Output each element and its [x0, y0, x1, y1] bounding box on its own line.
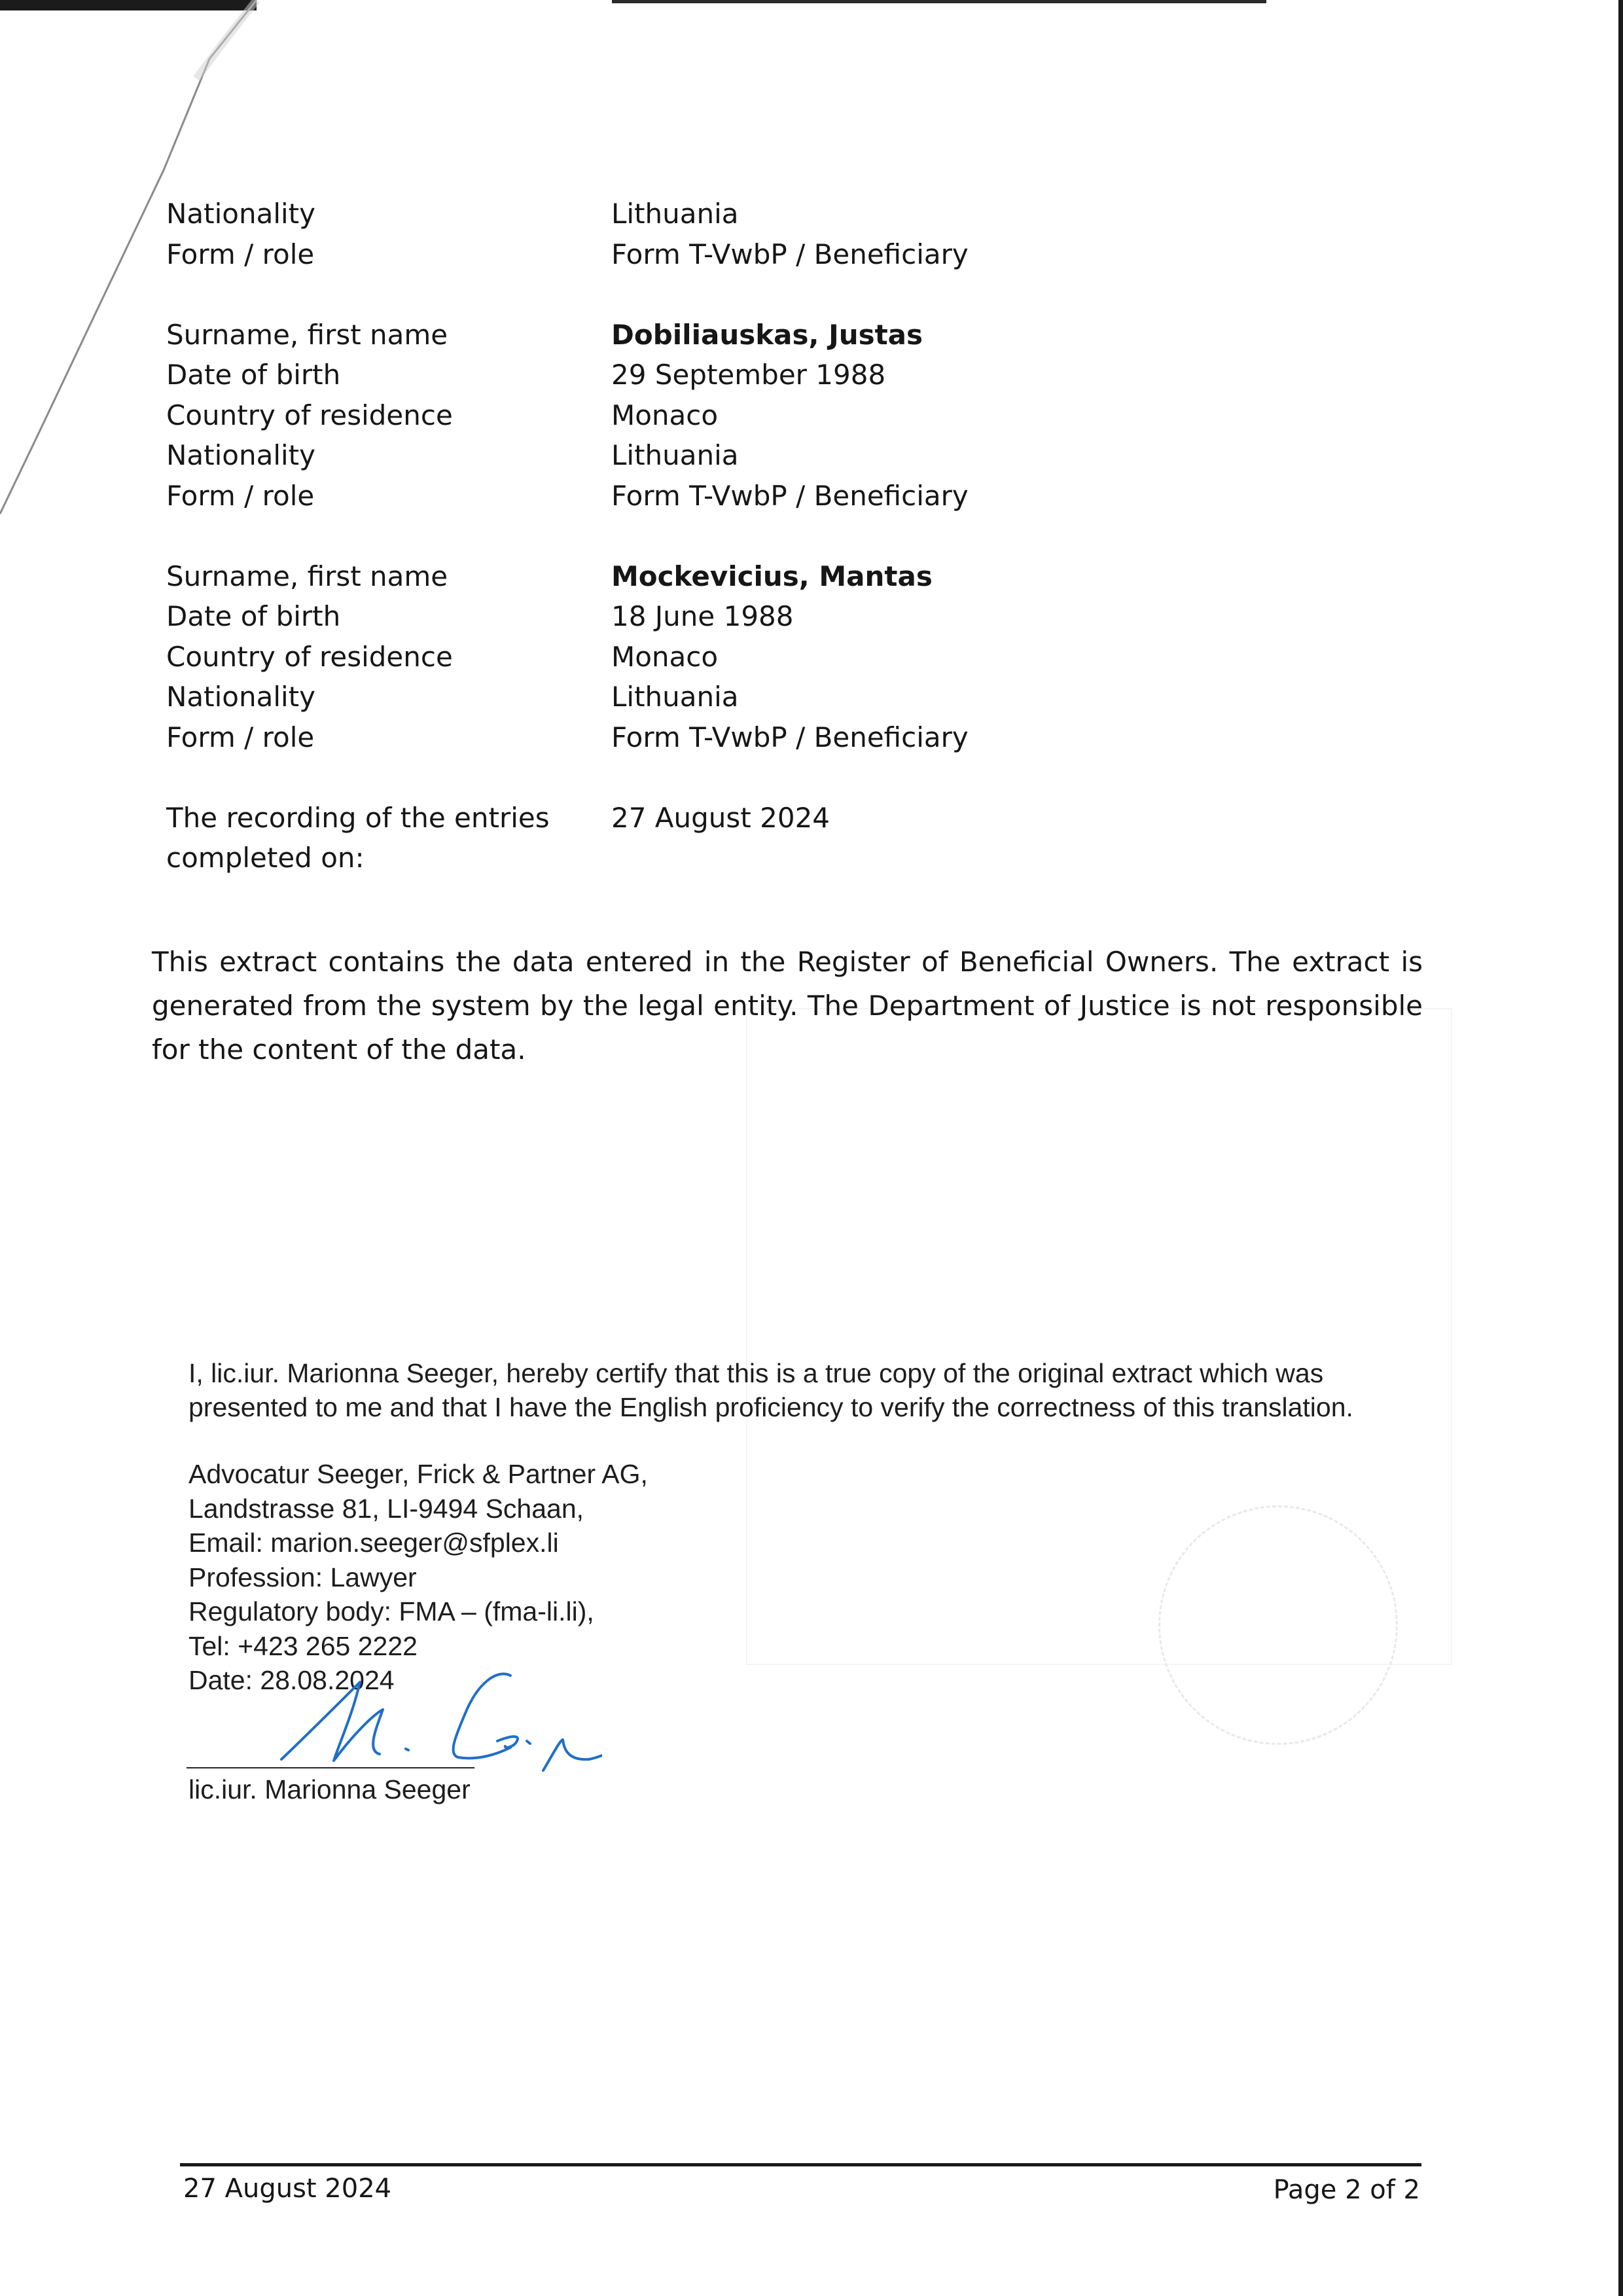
field-value: Monaco: [611, 640, 719, 673]
record-row: [166, 717, 1017, 758]
record-row: [166, 355, 1017, 395]
address-line: Advocatur Seeger, Frick & Partner AG,: [188, 1459, 648, 1489]
field-label: Country of residence: [166, 399, 453, 431]
record-row: [166, 395, 1017, 436]
record-row: [166, 637, 1017, 677]
record-row: [166, 435, 1017, 476]
page-number: Page 2 of 2: [1273, 2175, 1420, 2205]
scan-edge-right: [1618, 0, 1623, 2296]
recording-date: 27 August 2024: [611, 801, 830, 834]
field-value: 18 June 1988: [611, 600, 794, 632]
field-label: Form / role: [166, 238, 315, 270]
record-row: [166, 234, 1017, 275]
record-row: [166, 556, 1017, 597]
address-line: Landstrasse 81, LI-9494 Schaan,: [188, 1493, 584, 1524]
field-value: Lithuania: [611, 198, 739, 230]
field-label: Date of birth: [166, 359, 341, 391]
field-label: Surname, first name: [166, 318, 448, 351]
recording-row: [166, 798, 1017, 878]
field-value: Lithuania: [611, 439, 739, 471]
profession-line: Profession: Lawyer: [188, 1562, 417, 1592]
field-label: Nationality: [166, 198, 316, 230]
record-row: [166, 596, 1017, 637]
field-value: Monaco: [611, 399, 719, 431]
record-row: [166, 194, 1017, 234]
field-label: Surname, first name: [166, 560, 448, 592]
recording-label: [166, 798, 611, 878]
recording-label-line1: The recording of the entries: [166, 801, 550, 834]
field-value: Form T-VwbP / Beneficiary: [611, 479, 969, 512]
field-label: Nationality: [166, 681, 316, 713]
record-row: [166, 476, 1017, 516]
certification-statement: I, lic.iur. Marionna Seeger, hereby certify that this is a true copy of the original extract which was presented to me and that I have the English proficiency to verify the correctness of this translation.: [188, 1358, 1353, 1422]
field-label: Nationality: [166, 439, 316, 471]
field-value: Form T-VwbP / Beneficiary: [611, 238, 969, 270]
record-row: [166, 677, 1017, 717]
field-label: Form / role: [166, 721, 315, 753]
email-line: Email: marion.seeger@sfplex.li: [188, 1528, 559, 1558]
person-name: Dobiliauskas, Justas: [611, 318, 923, 351]
field-value: Lithuania: [611, 681, 739, 713]
field-label: Form / role: [166, 479, 315, 512]
faded-seal: [1158, 1505, 1398, 1745]
field-value: Form T-VwbP / Beneficiary: [611, 721, 969, 753]
signature-line: [187, 1767, 474, 1768]
field-label: Date of birth: [166, 600, 341, 632]
scan-edge-top-line: [612, 0, 1266, 3]
beneficiary-table: [166, 194, 1017, 878]
signatory-name: lic.iur. Marionna Seeger: [188, 1774, 471, 1804]
regulatory-line: Regulatory body: FMA – (fma-li.li),: [188, 1596, 594, 1626]
record-row: [166, 315, 1017, 355]
footer-divider: [180, 2163, 1421, 2166]
disclaimer-paragraph: This extract contains the data entered in the Register of Beneficial Owners. The extract is generated from the system by the legal entity. The Department of Justice is not responsible for the content of the data.: [152, 946, 1423, 1066]
person-name: Mockevicius, Mantas: [611, 560, 933, 592]
recording-label-line2: completed on:: [166, 842, 365, 874]
phone-line: Tel: +423 265 2222: [188, 1630, 418, 1661]
footer-date: 27 August 2024: [183, 2174, 392, 2204]
date-line: Date: 28.08.2024: [188, 1665, 395, 1695]
field-label: Country of residence: [166, 640, 453, 673]
certifier-address-block: [188, 1457, 777, 1698]
field-value: 29 September 1988: [611, 359, 886, 391]
